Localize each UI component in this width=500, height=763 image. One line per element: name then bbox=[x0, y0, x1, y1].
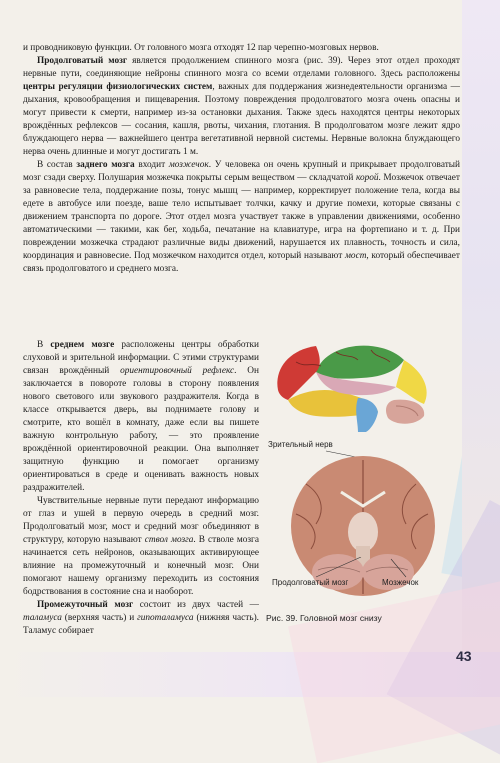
text-run: . В стволе мозга начинается сеть нейронов, оказывающих активирующее влияние на промежуточный и конечный мозг. Они помогают нашему организму переходить из состояния бодрствования в состояние сна и наоборот. bbox=[23, 535, 259, 597]
paragraph bbox=[23, 159, 460, 276]
text-run: является продолжением спинного мозга (рис. 39). Через этот отдел проходят нервные пути, соединяющие нейроны спинного мозга со всеми отделами головного. Здесь расположены bbox=[23, 56, 460, 79]
paragraph bbox=[23, 495, 259, 599]
text-run: (нижняя часть). Таламус собирает bbox=[23, 613, 259, 636]
text-run: Чувствительные нервные пути передают информацию от глаз и ушей в первую очередь в средний мозг. Продолговатый мозг, мост и средний мозг объединяют в структуру, которую называют bbox=[23, 496, 259, 545]
figure-caption: Рис. 39. Головной мозг снизу bbox=[266, 613, 382, 623]
italic-term: мозжечок bbox=[168, 160, 209, 170]
text-run: В состав bbox=[37, 160, 77, 170]
bold-term: центры регуляции физиологических систем bbox=[23, 82, 213, 92]
text-run: состоит из двух частей — bbox=[133, 600, 259, 610]
label-optic-nerve: Зрительный нерв bbox=[268, 440, 333, 449]
top-text-block bbox=[23, 42, 460, 276]
bold-term: Промежуточный мозг bbox=[37, 600, 134, 610]
text-run: расположены центры обработки слуховой и зрительной информации. С этими структурами связан врождённый bbox=[23, 340, 259, 376]
label-cerebellum: Мозжечок bbox=[382, 578, 419, 587]
brain-sagittal-illustration bbox=[266, 332, 459, 432]
italic-term: ствол мозга bbox=[144, 535, 194, 545]
text-run: . Он заключается в повороте головы в сторону появления нового светового или звукового раздражителя. Когда в классе открывается дверь, вы поднимаете голову и смотрите, кто вошёл в комнату, даже если вы пишете важную контрольную работу, — это проявление врождённой ориентировочной реакции. Она выполняет защитную функцию и помогает организму ориентироваться в среде и оценивать важность новых раздражителей. bbox=[23, 366, 259, 493]
text-run: (верхняя часть) и bbox=[61, 613, 138, 623]
text-run: входит bbox=[134, 160, 169, 170]
text-run: , важных для поддержания жизнедеятельности организма — дыхания, кровообращения и пищеварения. Поэтому повреждения продолговатого мозга очень опасны и могут привести к смерти, например из-за остановки дыхания. Также здесь находятся центры некоторых врождённых рефлексов — сосания, кашля, рвоты, чихания, глотания. В продолговатом мозге лежит ядро блуждающего нерва — важнейшего центра вегетативной нервной системы. Нервные волокна блуждающего нерва очень длинные и могут достигать 1 м. bbox=[23, 82, 460, 157]
italic-term: гипоталамуса bbox=[137, 613, 194, 623]
italic-term: ориентировочный рефлекс bbox=[120, 366, 235, 376]
text-run: и проводниковую функции. От головного мозга отходят 12 пар черепно-мозговых нервов. bbox=[23, 43, 379, 53]
text-run: В bbox=[37, 340, 51, 350]
italic-term: корой bbox=[355, 173, 379, 183]
label-medulla: Продолговатый мозг bbox=[272, 578, 349, 587]
text-run: , который обеспечивает связь продолговатого и среднего мозга. bbox=[23, 251, 460, 274]
paragraph bbox=[23, 55, 460, 159]
text-run: . Мозжечок отвечает за равновесие тела, поддержание позы, тонус мышц — например, корректирует положение тела, когда вы едете в автобусе или поезде, ваше тело испытывает толчки, качку и другие помехи, которые связаны с движением транспорта по дороге. Этот отдел мозга участвует также в управлении движениями, особенно автоматическими — такими, как бег, ходьба, печатание на клавиатуре, игра на фортепиано и т. д. При повреждении мозжечка страдают различные виды движений, нарушается их плавность, точность и сила, координация и равновесие. Под мозжечком находится отдел, который называют bbox=[23, 173, 460, 261]
paragraph bbox=[23, 42, 460, 55]
bold-term: заднего мозга bbox=[76, 160, 135, 170]
italic-term: таламуса bbox=[23, 613, 62, 623]
left-column-text bbox=[23, 339, 259, 638]
bold-term: Продолговатый мозг bbox=[37, 56, 128, 66]
page-number: 43 bbox=[456, 648, 472, 664]
brain-figure bbox=[266, 332, 459, 630]
bold-term: среднем мозге bbox=[50, 340, 115, 350]
paragraph bbox=[23, 599, 259, 638]
italic-term: мост bbox=[344, 251, 367, 261]
text-run: . У человека он очень крупный и прикрывает продолговатый мозг сзади сверху. Полушария мозжечка покрыты серым веществом — складчатой bbox=[23, 160, 460, 183]
paragraph bbox=[23, 339, 259, 495]
